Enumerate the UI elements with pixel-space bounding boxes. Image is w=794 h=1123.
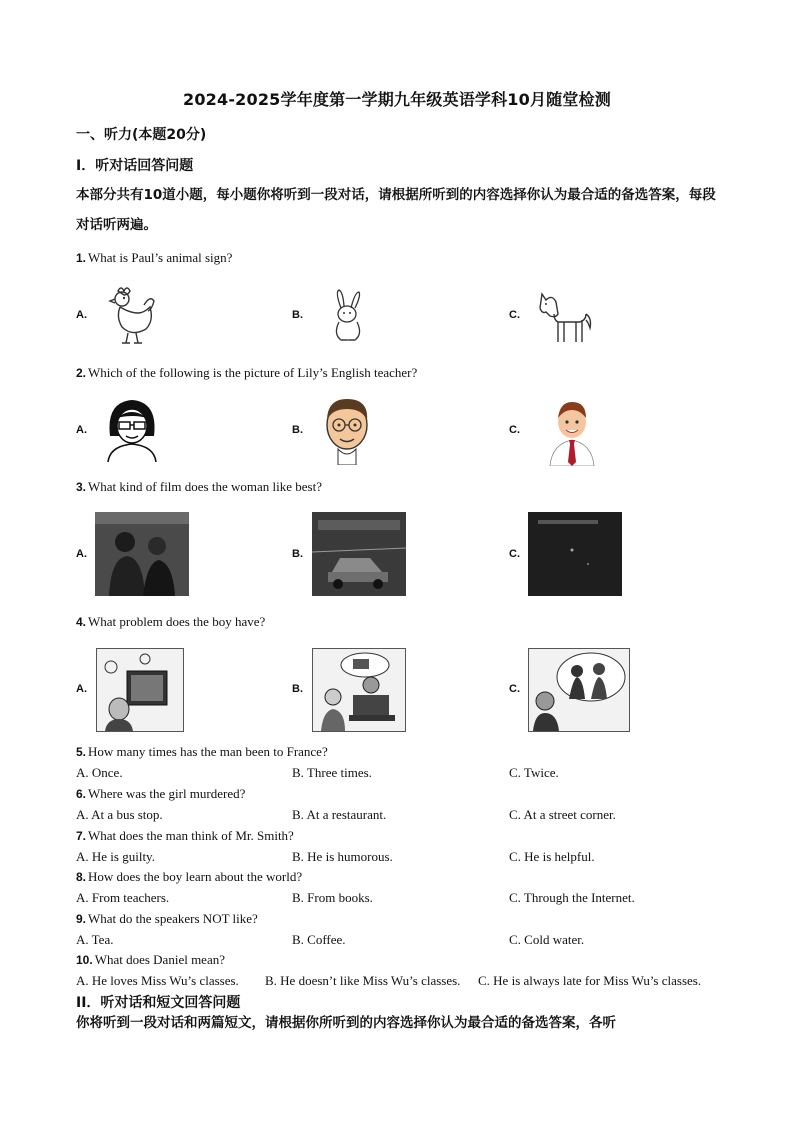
rooster-icon — [104, 283, 156, 345]
question-6: 6. Where was the girl murdered? — [76, 786, 246, 801]
question-7: 7. What does the man think of Mr. Smith? — [76, 828, 294, 843]
woman-with-glasses-icon — [104, 396, 160, 462]
question-10: 10. What does Daniel mean? — [76, 952, 225, 967]
q8-option-c[interactable]: C. Through the Internet. — [509, 890, 635, 905]
q1-option-c-label[interactable]: C. — [509, 309, 520, 321]
q3-option-a-label[interactable]: A. — [76, 548, 87, 560]
question-4: 4. What problem does the boy have? — [76, 614, 266, 629]
q4-option-c-label[interactable]: C. — [509, 683, 520, 695]
q6-option-a[interactable]: A. At a bus stop. — [76, 807, 163, 822]
q2-option-c-label[interactable]: C. — [509, 424, 520, 436]
q3-option-b-label[interactable]: B. — [292, 548, 303, 560]
question-1: 1. What is Paul’s animal sign? — [76, 250, 233, 265]
q10-option-b[interactable]: B. He doesn’t like Miss Wu’s classes. — [265, 973, 461, 988]
section-heading-listening: 一、听力(本题20分) — [76, 127, 207, 143]
question-2: 2. Which of the following is the picture of Lily’s English teacher? — [76, 365, 418, 380]
question-8: 8. How does the boy learn about the world? — [76, 869, 303, 884]
q9-option-b[interactable]: B. Coffee. — [292, 932, 346, 947]
question-3: 3. What kind of film does the woman like best? — [76, 479, 322, 494]
q9-option-a[interactable]: A. Tea. — [76, 932, 114, 947]
q7-option-b[interactable]: B. He is humorous. — [292, 849, 393, 864]
film-still-car-photo — [312, 512, 406, 596]
q5-option-a[interactable]: A. Once. — [76, 765, 123, 780]
exam-title: 2024-2025学年度第一学期九年级英语学科10月随堂检测 — [183, 90, 611, 109]
question-5: 5. How many times has the man been to France? — [76, 744, 328, 759]
q6-option-b[interactable]: B. At a restaurant. — [292, 807, 387, 822]
q4-option-b-label[interactable]: B. — [292, 683, 303, 695]
part2-heading: II．听对话和短文回答问题 — [76, 995, 241, 1011]
horse-icon — [532, 286, 594, 346]
part1-heading: I．听对话回答问题 — [76, 158, 194, 174]
q9-option-c[interactable]: C. Cold water. — [509, 932, 585, 947]
q8-option-a[interactable]: A. From teachers. — [76, 890, 170, 905]
q3-option-c-label[interactable]: C. — [509, 548, 520, 560]
part2-instructions: 你将听到一段对话和两篇短文，请根据你所听到的内容选择你认为最合适的备选答案，各听 — [76, 1015, 616, 1031]
q6-option-c[interactable]: C. At a street corner. — [509, 807, 616, 822]
q8-option-b[interactable]: B. From books. — [292, 890, 373, 905]
question-9: 9. What do the speakers NOT like? — [76, 911, 258, 926]
rabbit-icon — [327, 288, 367, 344]
boy-with-friends-cartoon — [528, 648, 630, 732]
q2-option-b-label[interactable]: B. — [292, 424, 303, 436]
film-still-dark-photo — [528, 512, 622, 596]
q7-option-c[interactable]: C. He is helpful. — [509, 849, 595, 864]
man-with-tie-icon — [548, 400, 596, 466]
man-with-glasses-icon — [318, 393, 376, 465]
boy-at-computer-cartoon — [312, 648, 406, 732]
part1-instructions: 本部分共有10道小题，每小题你将听到一段对话，请根据所听到的内容选择你认为最合适的备选答案，每段对话听两遍。 — [76, 187, 716, 233]
q7-option-a[interactable]: A. He is guilty. — [76, 849, 155, 864]
q5-option-b[interactable]: B. Three times. — [292, 765, 372, 780]
q5-option-c[interactable]: C. Twice. — [509, 765, 559, 780]
q4-option-a-label[interactable]: A. — [76, 683, 87, 695]
q2-option-a-label[interactable]: A. — [76, 424, 87, 436]
q1-option-b-label[interactable]: B. — [292, 309, 303, 321]
q1-option-a-label[interactable]: A. — [76, 309, 87, 321]
film-still-people-photo — [95, 512, 189, 596]
q10-option-c[interactable]: C. He is always late for Miss Wu’s classes. — [478, 973, 702, 988]
q10-option-a[interactable]: A. He loves Miss Wu’s classes. — [76, 973, 239, 988]
boy-watching-tv-cartoon — [96, 648, 184, 732]
